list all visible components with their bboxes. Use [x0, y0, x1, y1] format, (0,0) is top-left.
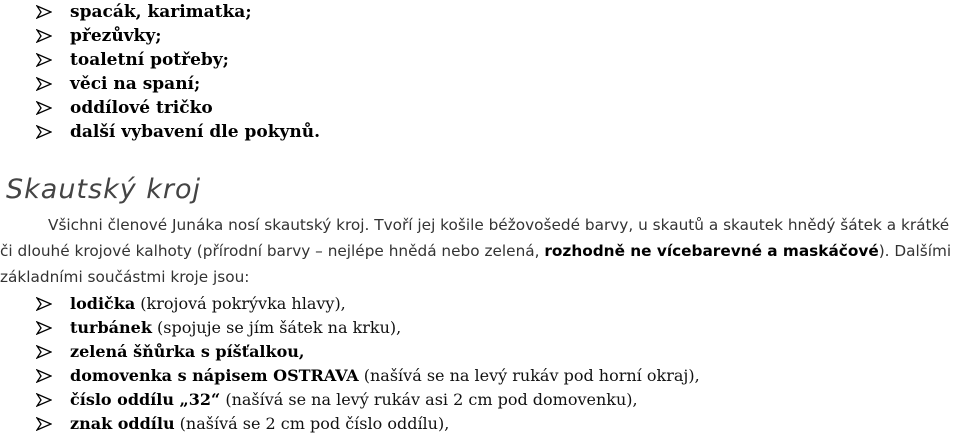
list-item-text: (spojuje se jím šátek na krku),: [151, 318, 402, 337]
list-item: [36, 364, 700, 388]
list-item-bold: zelená šňůrka s píšťalkou,: [70, 342, 305, 361]
list-item: [36, 48, 320, 72]
equipment-list: [36, 0, 320, 144]
intro-paragraph: [0, 212, 955, 290]
uniform-parts-list: [36, 292, 700, 436]
list-item: [36, 412, 700, 436]
list-item: [36, 388, 700, 412]
paragraph-emphasis: rozhodně ne vícebarevné a maskáčové: [544, 242, 879, 260]
list-item-text: oddílové tričko: [70, 98, 213, 118]
arrowhead-bullet-icon: [36, 48, 70, 72]
arrowhead-bullet-icon: [36, 292, 70, 316]
list-item: [36, 316, 700, 340]
arrowhead-bullet-icon: [36, 120, 70, 144]
arrowhead-bullet-icon: [36, 412, 70, 436]
list-item-bold: znak oddílu: [70, 414, 175, 433]
arrowhead-bullet-icon: [36, 0, 70, 24]
list-item-bold: turbánek: [70, 318, 152, 337]
list-item: [36, 24, 320, 48]
list-item: [36, 96, 320, 120]
paragraph-text-end: ). Dalšími základními součástmi kroje jsou:: [0, 242, 952, 286]
list-item: [36, 340, 700, 364]
list-item-text: (našívá se 2 cm pod číslo oddílu),: [174, 414, 450, 433]
list-item-text: další vybavení dle pokynů.: [70, 122, 320, 142]
list-item: [36, 120, 320, 144]
list-item-bold: číslo oddílu „32“: [70, 390, 221, 409]
list-item: [36, 292, 700, 316]
arrowhead-bullet-icon: [36, 388, 70, 412]
section-heading: Skautský kroj: [6, 174, 202, 205]
arrowhead-bullet-icon: [36, 316, 70, 340]
arrowhead-bullet-icon: [36, 340, 70, 364]
list-item-text: spacák, karimatka;: [70, 2, 252, 22]
list-item-text: toaletní potřeby;: [70, 50, 229, 70]
list-item-text: věci na spaní;: [70, 74, 201, 94]
list-item-bold: lodička: [70, 294, 136, 313]
list-item-text: (našívá se na levý rukáv pod horní okraj),: [358, 366, 700, 385]
list-item-text: (krojová pokrývka hlavy),: [135, 294, 346, 313]
list-item: [36, 0, 320, 24]
list-item: [36, 72, 320, 96]
list-item-text: (našívá se na levý rukáv asi 2 cm pod domovenku),: [220, 390, 638, 409]
arrowhead-bullet-icon: [36, 96, 70, 120]
arrowhead-bullet-icon: [36, 72, 70, 96]
arrowhead-bullet-icon: [36, 24, 70, 48]
arrowhead-bullet-icon: [36, 364, 70, 388]
paragraph-text: Všichni členové Junáka nosí skautský kroj. Tvoří jej košile béžovošedé barvy, u skautů a skautek hnědý šátek a krátké či dlouhé krojové kalhoty (přírodní barvy – nejlépe hnědá nebo zelená,: [0, 216, 950, 260]
list-item-bold: domovenka s nápisem OSTRAVA: [70, 366, 359, 385]
list-item-text: přezůvky;: [70, 26, 162, 46]
